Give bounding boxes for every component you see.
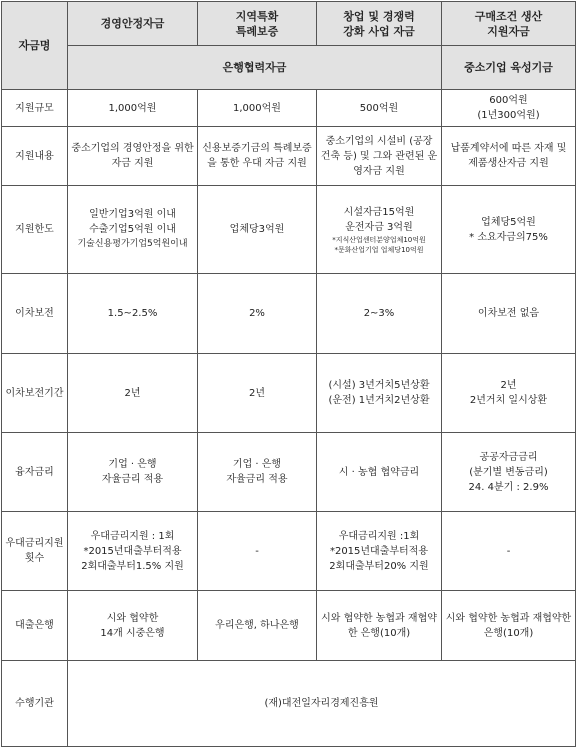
cell-note: *지식산업센터분양업체10억원 [332,235,426,244]
cell-line: 24. 4분기 : 2.9% [468,481,549,493]
cell-text: 중소기업의 경영안정을 위한 자금 지원 [71,143,194,169]
row-label-line: 횟수 [24,553,45,564]
group-bank-cooperation: 은행협력자금 [68,46,442,90]
row-content [2,127,576,186]
cell [68,186,198,274]
cell [442,591,576,661]
cell [317,591,442,661]
row-label: 이차보전 [2,274,68,354]
cell-line: (분기별 변동금리) [469,466,548,478]
cell-line: 기업 · 은행 [232,459,282,470]
cell: 2~3% [317,274,442,354]
header-row [2,2,576,46]
row-label: 융자금리 [2,433,68,512]
cell-line: 시와 협약한 [106,612,159,624]
cell-line: 업체당5억원 [481,216,536,228]
row-label: 지원한도 [2,186,68,274]
row-limit [2,186,576,274]
cell-line: 14개 시중은행 [100,627,165,639]
row-agency [2,661,576,747]
row-preferential [2,512,576,591]
cell: 이차보전 없음 [442,274,576,354]
row-bank [2,591,576,661]
cell-text: 납품계약서에 따른 자재 및 제품생산자금 지원 [450,143,567,169]
row-period [2,354,576,433]
cell [317,127,442,186]
cell-line: 2년 [500,380,517,391]
cell-line: * 소요자금의75% [469,231,548,243]
header-col-3-line: 창업 및 경쟁력 [343,9,415,23]
cell [68,591,198,661]
row-label: 대출은행 [2,591,68,661]
cell-text: 신용보증기금의 특례보증을 통한 우대 자금 지원 [202,143,312,169]
cell-line: 우대금리지원 :1회 [338,530,420,542]
cell: 2% [198,274,317,354]
fund-comparison-table [1,1,576,747]
cell: 1,000억원 [198,90,317,127]
cell: 2년 [198,354,317,433]
cell [198,127,317,186]
header-col-2-line: 지역특화 [235,9,279,23]
header-col-2-line: 특례보증 [235,24,279,38]
row-subsidy [2,274,576,354]
row-label-line: 우대금리지원 [5,538,64,549]
cell [317,186,442,274]
cell-line: 시설자금15억원 [343,206,415,218]
cell-line: 운전자금 3억원 [345,221,413,233]
header-col-1: 경영안정자금 [68,2,198,46]
cell-line: 기술신용평가기업5억원이내 [77,239,188,249]
cell-text: 시와 협약한 농협과 재협약한 은행(10개) [321,612,437,639]
cell-line: (시설) 3년거치5년상환 [328,380,430,391]
cell-line: 2회대출부터1.5% 지원 [81,560,184,572]
cell: 500억원 [317,90,442,127]
cell [198,433,317,512]
group-sme-fund: 중소기업 육성기금 [442,46,576,90]
cell: 우리은행, 하나은행 [198,591,317,661]
cell-line: 수출기업5억원 이내 [89,224,176,235]
cell-line: 기업 · 은행 [108,459,157,470]
cell: 시 · 농협 협약금리 [317,433,442,512]
cell-line: 일반기업3억원 이내 [89,209,176,220]
cell-line: 2년거치 일시상환 [469,395,548,406]
cell: - [442,512,576,591]
cell-line: 공공자금금리 [479,451,538,463]
cell: 1,000억원 [68,90,198,127]
header-col-4-line: 지원자금 [487,24,530,38]
header-col-3-line: 강화 사업 자금 [343,24,415,38]
cell-line: (1년300억원) [477,110,540,121]
group-header-row [2,46,576,90]
header-col-3 [317,2,442,46]
cell-line: 자율금리 적용 [226,474,288,485]
cell [68,433,198,512]
row-label: 지원규모 [2,90,68,127]
cell [442,354,576,433]
header-corner: 자금명 [2,2,68,90]
row-rate [2,433,576,512]
cell-line: 2회대출부터20% 지원 [329,560,429,572]
cell-line: *2015년대출부터적용 [329,545,429,557]
cell [442,127,576,186]
cell: - [198,512,317,591]
cell [442,90,576,127]
cell: 1.5~2.5% [68,274,198,354]
header-col-4 [442,2,576,46]
cell-line: 600억원 [489,95,528,106]
cell-line: 자율금리 적용 [101,474,164,485]
agency-cell: (재)대전일자리경제진흥원 [68,661,576,747]
cell: 업체당3억원 [198,186,317,274]
cell: 2년 [68,354,198,433]
header-col-4-line: 구매조건 생산 [474,9,543,23]
cell-line: 우대금리지원 : 1회 [90,530,175,542]
row-label: 수행기관 [2,661,68,747]
cell [68,127,198,186]
cell [442,433,576,512]
cell-line: *2015년대출부터적용 [83,545,182,557]
row-label: 이차보전기간 [2,354,68,433]
header-col-2 [198,2,317,46]
cell-note: *문화산업기업 업체당10억원 [334,245,424,254]
row-scale [2,90,576,127]
cell-text: 중소기업의 시설비 (공장 건축 등) 및 그와 관련된 운영자금 지원 [320,135,438,177]
cell [317,512,442,591]
cell [317,354,442,433]
row-label: 지원내용 [2,127,68,186]
cell [442,186,576,274]
row-label [2,512,68,591]
cell [68,512,198,591]
cell-line: (운전) 1년거치2년상환 [328,395,430,406]
cell-text: 시와 협약한 농협과 재협약한 은행(10개) [445,612,572,639]
